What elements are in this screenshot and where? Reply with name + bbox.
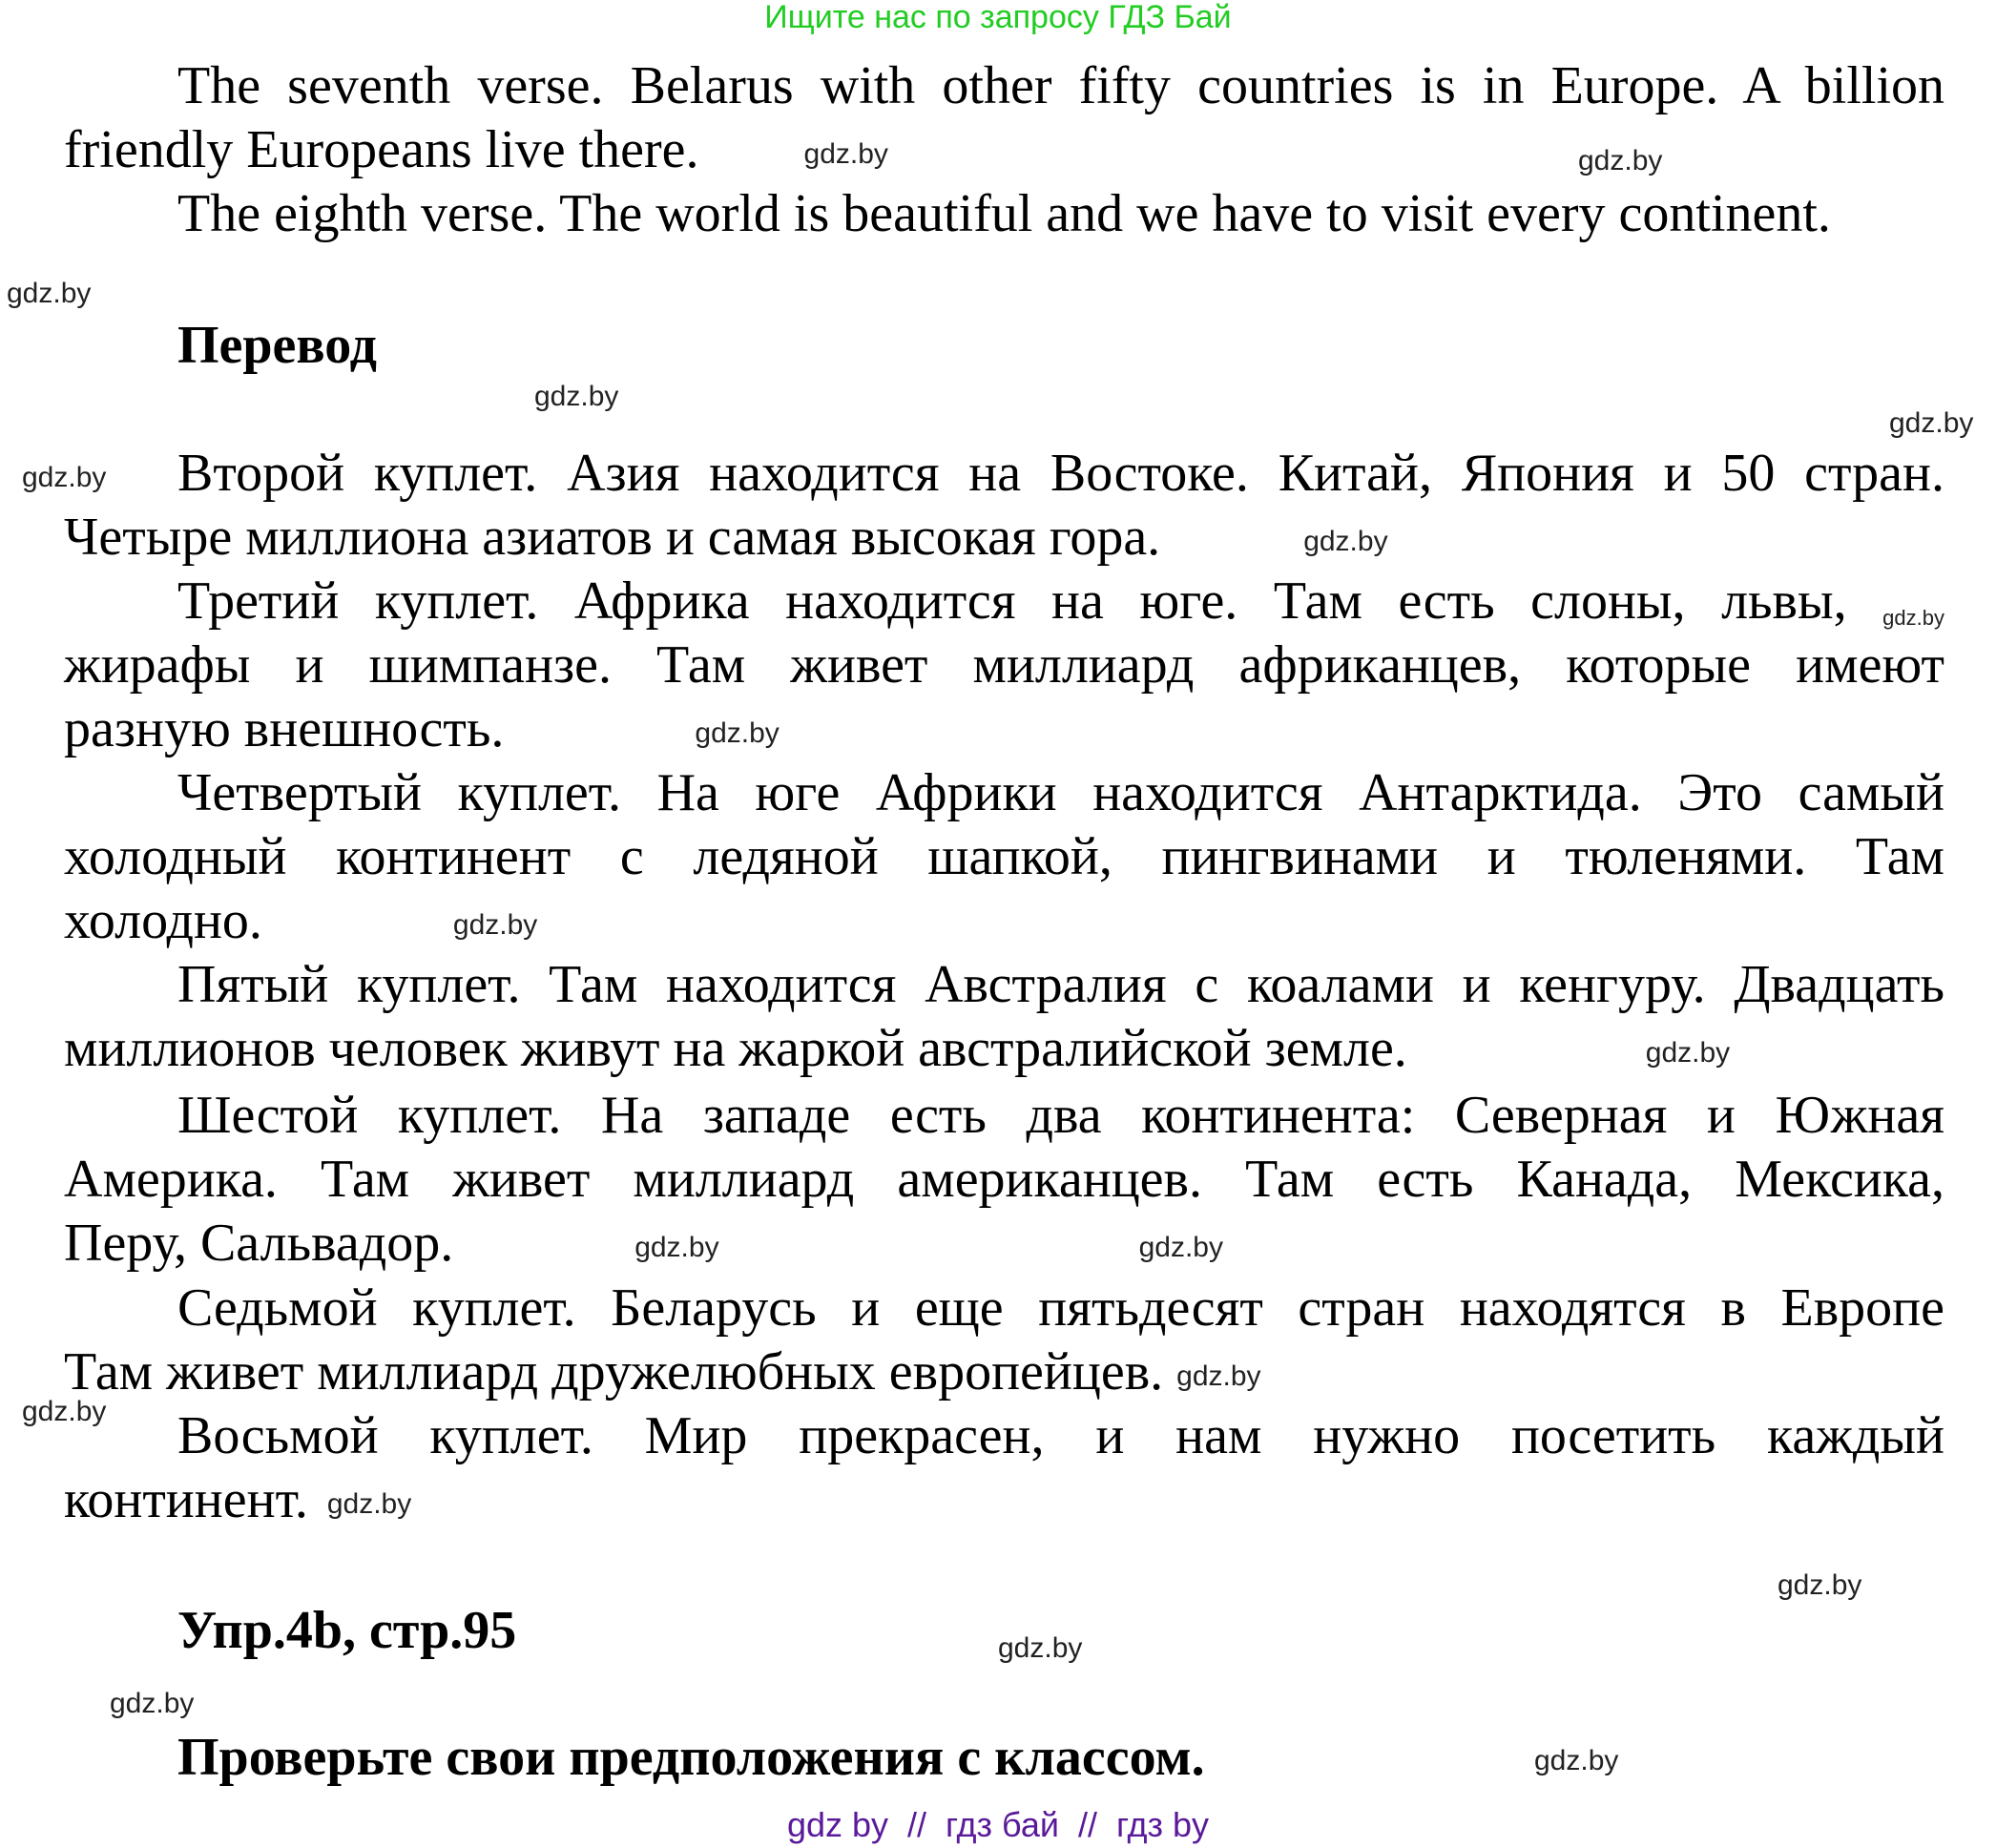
watermark: gdz.by	[1645, 1037, 1731, 1069]
text-line	[64, 570, 1944, 633]
text-line-text: разную внешность.	[64, 699, 505, 758]
watermark: gdz.by	[22, 1396, 107, 1427]
watermark: gdz.by	[634, 1232, 719, 1264]
text-line	[64, 697, 1944, 761]
text-line-text: Третий куплет. Африка находится на юге. Там есть слоны, львы,	[177, 571, 1847, 631]
text-line	[64, 1212, 1944, 1276]
watermark: gdz.by	[534, 381, 619, 412]
watermark: gdz.by	[1882, 606, 1944, 630]
text-line-text: Перу, Сальвадор.	[64, 1214, 454, 1273]
watermark: gdz.by	[998, 1632, 1083, 1664]
watermark: gdz.by	[1138, 1232, 1223, 1264]
paragraph-sixth-verse	[64, 1084, 1944, 1276]
text-line-text: Там живет миллиард дружелюбных европейцев.	[64, 1342, 1164, 1402]
text-line-text: миллионов человек живут на жаркой австралийской земле.	[64, 1019, 1407, 1078]
text-line: Второй куплет. Азия находится на Востоке. Китай, Япония и 50 стран.	[177, 444, 1944, 503]
watermark: gdz.by	[452, 909, 538, 942]
text-line	[64, 1468, 1944, 1532]
watermark: gdz.by	[695, 717, 780, 750]
text-line	[64, 1017, 1944, 1081]
text-line: Седьмой куплет. Беларусь и еще пятьдесят стран находятся в Европе	[177, 1278, 1944, 1338]
text-line: жирафы и шимпанзе. Там живет миллиард африканцев, которые имеют	[64, 635, 1944, 695]
text-line	[64, 889, 1944, 953]
paragraph-seventh-verse	[64, 1277, 1944, 1404]
paragraph-fifth-verse	[64, 953, 1944, 1081]
heading-translation: Перевод	[177, 316, 377, 375]
paragraph-eighth-verse	[64, 1404, 1944, 1532]
text-line	[64, 506, 1944, 570]
watermark: gdz.by	[1578, 145, 1663, 176]
text-line	[64, 1340, 1944, 1404]
watermark: gdz.by	[803, 138, 888, 171]
paragraph-second-verse	[64, 442, 1944, 570]
paragraph-eighth-verse-en	[64, 182, 1944, 246]
text-line: холодный континент с ледяной шапкой, пингвинами и тюленями. Там	[64, 827, 1944, 886]
paragraph-fourth-verse	[64, 761, 1944, 953]
footer-links: gdz by // гдз бай // гдз by	[786, 1805, 1210, 1844]
text-line: The seventh verse. Belarus with other fifty countries is in Europe. A billion	[177, 56, 1944, 115]
text-line: Шестой куплет. На западе есть два континента: Северная и Южная	[177, 1086, 1944, 1145]
watermark: gdz.by	[1778, 1569, 1862, 1601]
heading-exercise: Упр.4b, стр.95	[177, 1601, 517, 1660]
heading-task: Проверьте свои предположения с классом.	[177, 1728, 1205, 1787]
text-line-text: friendly Europeans live there.	[64, 120, 699, 179]
watermark: gdz.by	[110, 1688, 195, 1719]
watermark: gdz.by	[1303, 526, 1388, 558]
watermark: gdz.by	[1534, 1745, 1619, 1776]
text-line-text: континент.	[64, 1470, 308, 1529]
text-line: Восьмой куплет. Мир прекрасен, и нам нужно посетить каждый	[177, 1406, 1944, 1465]
watermark: gdz.by	[1176, 1360, 1261, 1393]
search-banner: Ищите нас по запросу ГДЗ Бай	[764, 0, 1232, 35]
watermark: gdz.by	[1889, 407, 1974, 439]
watermark: gdz.by	[7, 278, 92, 309]
text-line: Пятый куплет. Там находится Австралия с коалами и кенгуру. Двадцать	[177, 955, 1944, 1014]
paragraph-third-verse	[64, 570, 1944, 761]
text-line-text: холодно.	[64, 891, 262, 950]
text-line-text: Четыре миллиона азиатов и самая высокая гора.	[64, 508, 1161, 567]
text-line: The eighth verse. The world is beautiful and we have to visit every continent.	[177, 184, 1831, 243]
watermark: gdz.by	[326, 1488, 412, 1521]
text-line: Америка. Там живет миллиард американцев. Там есть Канада, Мексика,	[64, 1150, 1944, 1209]
text-line: Четвертый куплет. На юге Африки находится Антарктида. Это самый	[177, 763, 1944, 822]
watermark: gdz.by	[22, 462, 107, 493]
